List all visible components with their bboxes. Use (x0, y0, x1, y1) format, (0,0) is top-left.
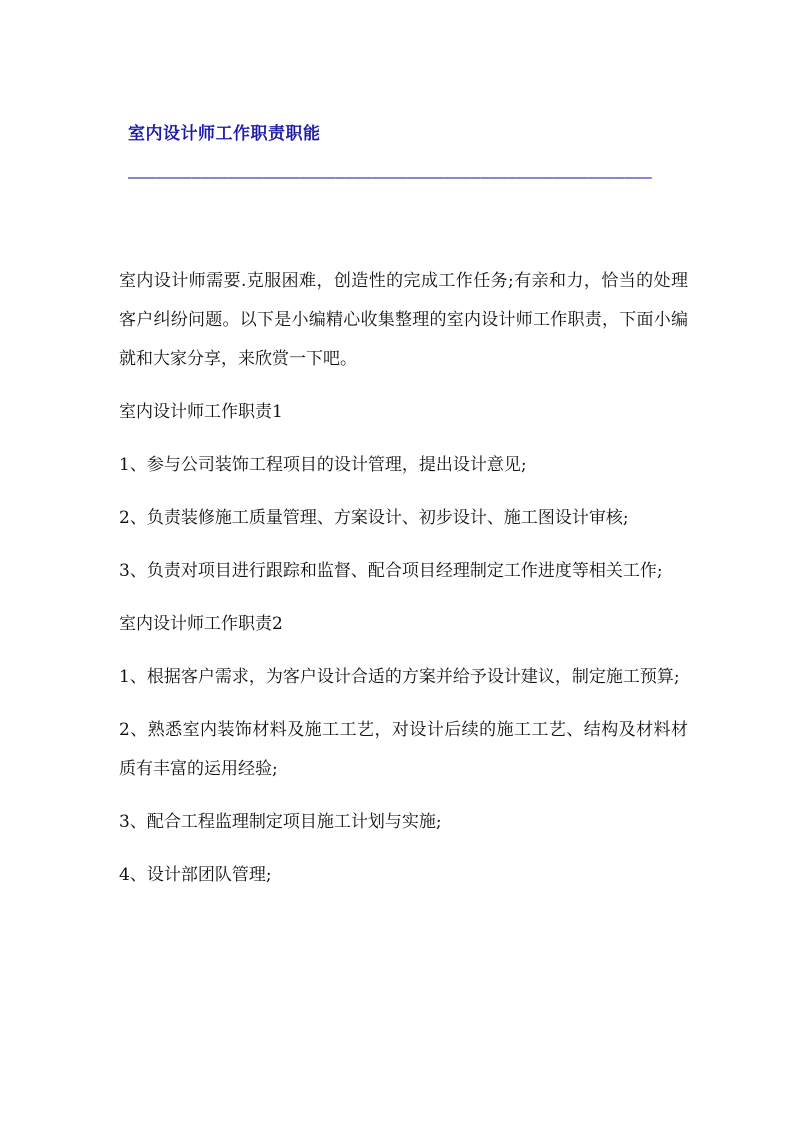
section-heading-2: 室内设计师工作职责2 (119, 614, 283, 634)
document-title: 室内设计师工作职责职能 (128, 124, 321, 144)
document-body (113, 262, 688, 909)
title-divider: —————————————————————————————————————————————————————————— (128, 168, 652, 186)
list-item: 3、配合工程监理制定项目施工计划与实施; (119, 812, 442, 832)
list-item: 2、熟悉室内装饰材料及施工工艺，对设计后续的施工工艺、结构及材料材质有丰富的运用经验; (119, 720, 688, 779)
intro-paragraph: 室内设计师需要.克服困难，创造性的完成工作任务;有亲和力，恰当的处理客户纠纷问题。以下是小编精心收集整理的室内设计师工作职责，下面小编就和大家分享，来欣赏一下吧。 (119, 271, 688, 369)
section-heading-1: 室内设计师工作职责1 (119, 402, 283, 422)
list-item: 3、负责对项目进行跟踪和监督、配合项目经理制定工作进度等相关工作; (119, 561, 663, 581)
list-item: 2、负责装修施工质量管理、方案设计、初步设计、施工图设计审核; (119, 508, 629, 528)
list-item: 1、根据客户需求，为客户设计合适的方案并给予设计建议，制定施工预算; (119, 667, 680, 687)
list-item: 1、参与公司装饰工程项目的设计管理，提出设计意见; (119, 455, 527, 475)
list-item: 4、设计部团队管理; (119, 865, 272, 885)
